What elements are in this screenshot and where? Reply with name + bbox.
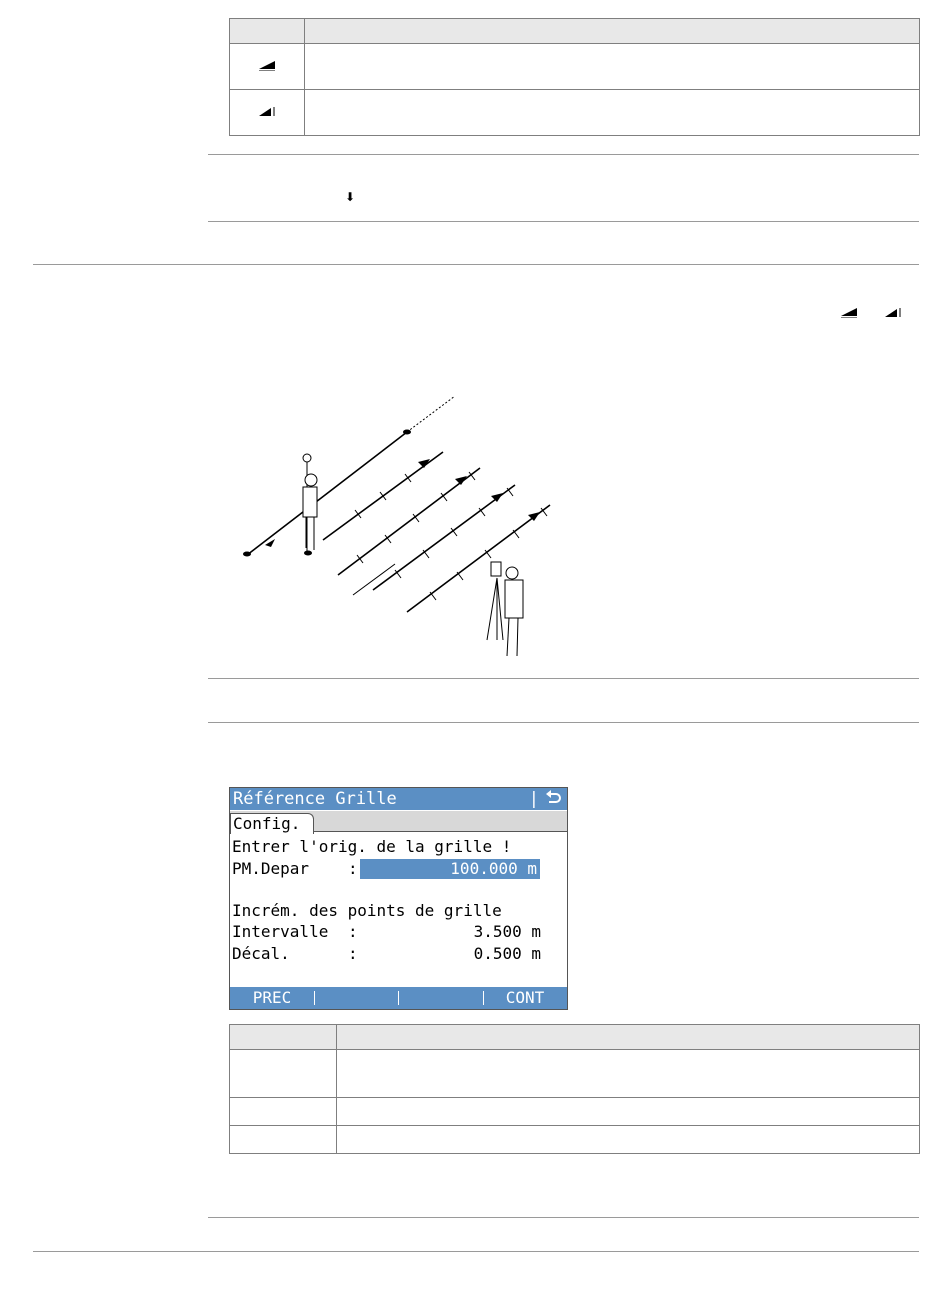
table-cell-text bbox=[305, 44, 920, 90]
colon: : bbox=[348, 922, 358, 941]
screen-title: Référence Grille bbox=[233, 789, 397, 809]
divider bbox=[208, 154, 919, 155]
section-heading: Incrém. des points de grille bbox=[232, 901, 502, 920]
colon: : bbox=[348, 944, 358, 963]
table-row bbox=[230, 44, 920, 90]
section-divider bbox=[33, 1251, 919, 1252]
gradient-down-icon bbox=[258, 105, 276, 117]
table-cell-text bbox=[305, 90, 920, 136]
screen-title-bar bbox=[230, 788, 567, 810]
prev-button[interactable]: PREC bbox=[252, 988, 292, 1007]
interval-value[interactable]: 3.500 m bbox=[473, 922, 541, 941]
interval-label: Intervalle bbox=[232, 922, 329, 941]
cont-button[interactable]: CONT bbox=[505, 988, 545, 1007]
step-arrow-icon: ⬇ bbox=[345, 190, 356, 204]
tab-config[interactable]: Config. bbox=[230, 813, 314, 834]
table-row bbox=[230, 90, 920, 136]
device-screen bbox=[229, 787, 568, 1010]
table-row bbox=[230, 1098, 920, 1126]
gradient-down-icon bbox=[884, 306, 902, 318]
table-header-row bbox=[230, 1025, 920, 1050]
divider bbox=[208, 221, 919, 222]
table-row bbox=[230, 1050, 920, 1098]
symbol-table bbox=[229, 18, 920, 136]
field-table bbox=[229, 1024, 920, 1154]
softkey-3[interactable] bbox=[398, 987, 482, 1009]
offset-value[interactable]: 0.500 m bbox=[473, 944, 541, 963]
title-separator: | bbox=[528, 789, 539, 809]
offset-label: Décal. bbox=[232, 944, 290, 963]
softkey-2[interactable] bbox=[314, 987, 398, 1009]
table-header-row bbox=[230, 19, 920, 44]
softkey-bar bbox=[230, 987, 567, 1009]
grid-stakeout-illustration bbox=[235, 390, 565, 665]
back-icon[interactable] bbox=[545, 788, 561, 810]
table-row bbox=[230, 1126, 920, 1154]
divider bbox=[208, 1217, 919, 1218]
divider bbox=[208, 722, 919, 723]
start-label: PM.Depar bbox=[232, 859, 310, 878]
gradient-up-icon bbox=[258, 59, 276, 71]
colon: : bbox=[348, 859, 358, 878]
divider bbox=[208, 678, 919, 679]
gradient-up-icon bbox=[840, 306, 858, 318]
instruction-text: Entrer l'orig. de la grille ! bbox=[232, 837, 512, 856]
start-chainage-input[interactable]: 100.000 m bbox=[360, 859, 540, 879]
section-divider bbox=[33, 264, 919, 265]
